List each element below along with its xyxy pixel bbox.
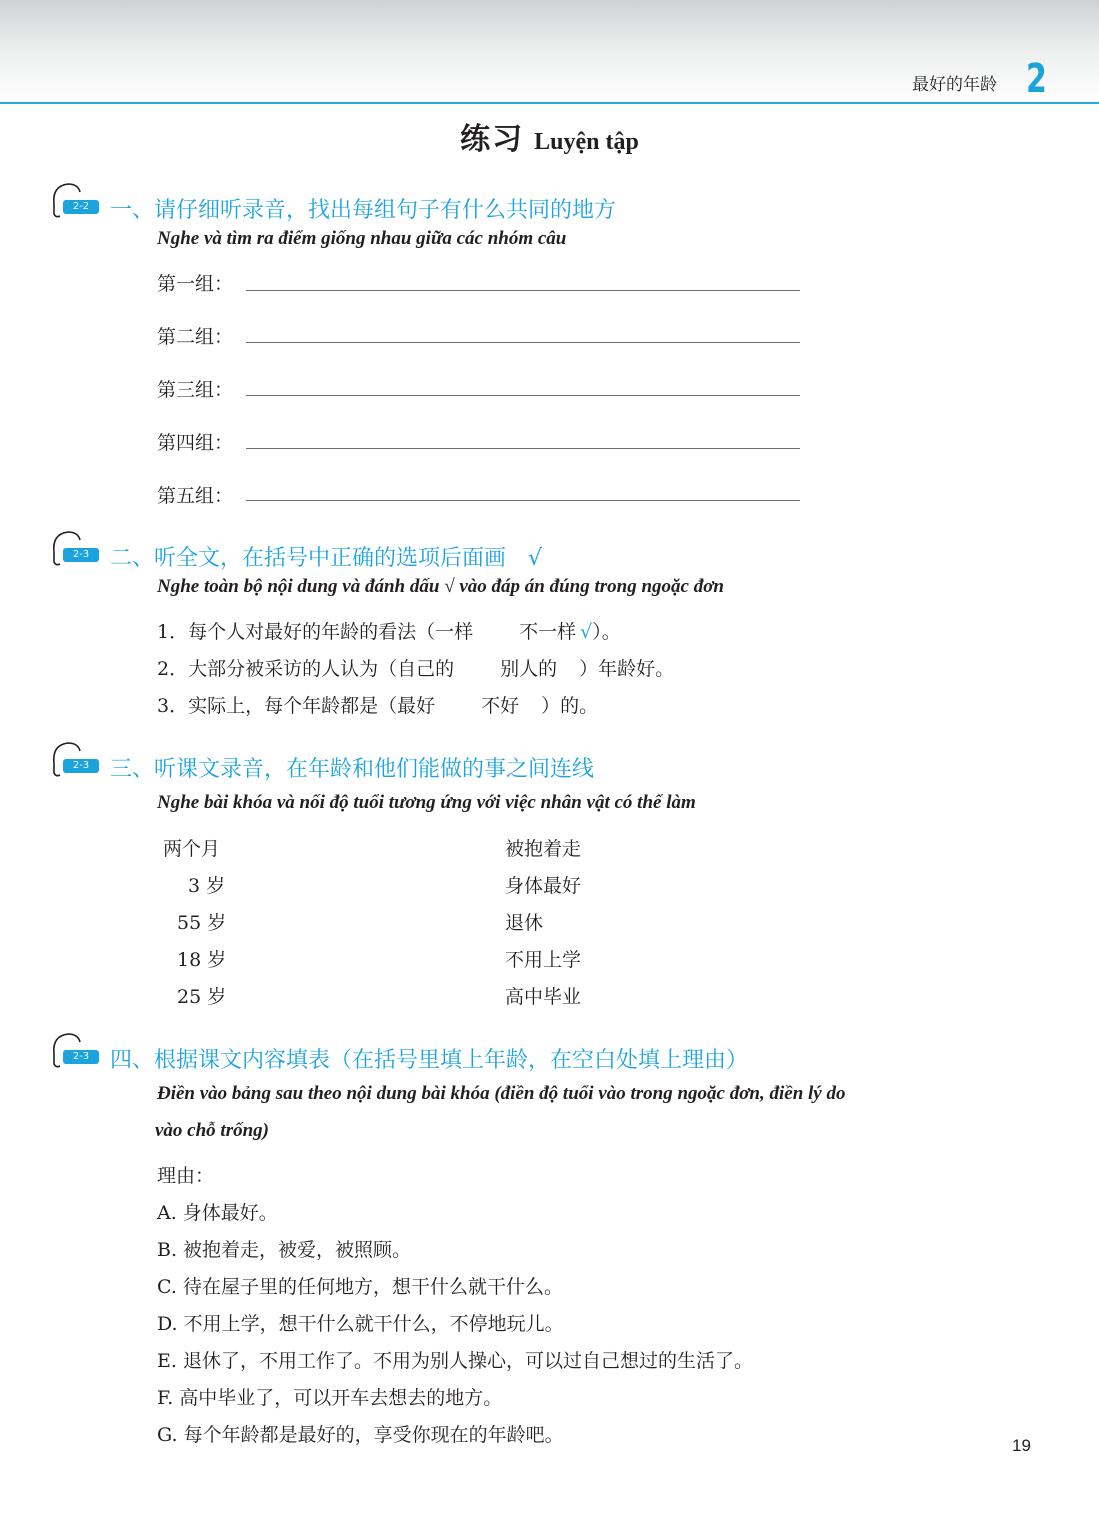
question-stem: 每个人对最好的年龄的看法（ [188, 621, 436, 643]
reason-item: F. 高中毕业了，可以开车去想去的地方。 [157, 1387, 503, 1409]
activity-item[interactable]: 被抱着走 [505, 838, 582, 860]
age-item[interactable]: 18 岁 [177, 949, 227, 971]
question-3 [157, 691, 598, 718]
section-1-subtitle: Nghe và tìm ra điểm giống nhau giữa các nhóm câu [157, 228, 567, 249]
section-2-title-text: 二、听全文，在括号中正确的选项后面画 [110, 546, 507, 571]
question-1 [157, 617, 621, 644]
audio-badge-2-2[interactable] [48, 180, 110, 220]
group-5-answer-line[interactable] [246, 500, 800, 501]
age-item[interactable]: 3 岁 [188, 875, 226, 897]
question-end: ）年龄好。 [579, 658, 675, 680]
question-number: 1． [157, 621, 189, 643]
audio-track-label: 2-2 [63, 200, 99, 214]
activity-item[interactable]: 不用上学 [505, 949, 582, 971]
section-4-title: 四、根据课文内容填表（在括号里填上年龄，在空白处填上理由） [110, 1048, 749, 1073]
reason-item: B. 被抱着走，被爱，被照顾。 [157, 1239, 412, 1261]
section-2-subtitle: Nghe toàn bộ nội dung và đánh dấu √ vào đáp án đúng trong ngoặc đơn [157, 576, 724, 597]
checkmark-symbol: √ [528, 546, 543, 571]
reason-item: A. 身体最好。 [157, 1202, 278, 1224]
reason-item: E. 退休了，不用工作了。不用为别人操心，可以过自己想过的生活了。 [157, 1350, 753, 1372]
reason-item: C. 待在屋子里的任何地方，想干什么就干什么。 [157, 1276, 563, 1298]
question-stem: 大部分被采访的人认为（ [188, 658, 398, 680]
question-2 [157, 654, 674, 681]
option-a[interactable]: 自己的 [397, 658, 455, 680]
age-item[interactable]: 25 岁 [177, 986, 227, 1008]
page-number: 19 [1012, 1436, 1031, 1455]
section-3-title: 三、听课文录音，在年龄和他们能做的事之间连线 [110, 757, 595, 782]
question-end: ）的。 [541, 695, 599, 717]
group-1-answer-line[interactable] [246, 290, 800, 291]
question-number: 2． [157, 658, 189, 680]
reasons-label: 理由： [157, 1165, 215, 1187]
group-3-answer-line[interactable] [246, 395, 800, 396]
header-rule [0, 102, 1099, 104]
page-heading [0, 114, 1099, 158]
section-1-title: 一、请仔细听录音，找出每组句子有什么共同的地方 [110, 198, 617, 223]
group-3-label: 第三组： [157, 379, 234, 401]
page-heading-vi: Luyện tập [534, 129, 639, 155]
option-b[interactable]: 别人的 [500, 658, 558, 680]
activity-item[interactable]: 退休 [505, 912, 544, 934]
answer-checkmark: √ [580, 621, 593, 643]
activity-item[interactable]: 高中毕业 [505, 986, 582, 1008]
audio-track-label: 2-3 [63, 548, 99, 562]
reason-item: G. 每个年龄都是最好的，享受你现在的年龄吧。 [157, 1424, 564, 1446]
audio-track-label: 2-3 [63, 759, 99, 773]
question-number: 3． [157, 695, 189, 717]
section-2-title [110, 541, 542, 572]
reason-item: D. 不用上学，想干什么就干什么，不停地玩儿。 [157, 1313, 564, 1335]
question-end: ）。 [592, 621, 621, 643]
audio-track-label: 2-3 [63, 1050, 99, 1064]
audio-badge-2-3[interactable] [48, 528, 110, 568]
page-heading-zh: 练习 [460, 122, 525, 157]
option-a[interactable]: 一样 [435, 621, 474, 643]
audio-badge-2-3[interactable] [48, 739, 110, 779]
section-4-subtitle-line-1: Điền vào bảng sau theo nội dung bài khóa (điền độ tuổi vào trong ngoặc đơn, điền lý do [157, 1083, 846, 1104]
group-4-label: 第四组： [157, 432, 234, 454]
group-5-label: 第五组： [157, 485, 234, 507]
age-item[interactable]: 两个月 [163, 838, 221, 860]
audio-badge-2-3[interactable] [48, 1030, 110, 1070]
group-4-answer-line[interactable] [246, 448, 800, 449]
option-b[interactable]: 不好 [481, 695, 520, 717]
section-4-subtitle-line-2: vào chỗ trống) [155, 1120, 269, 1141]
section-3-subtitle: Nghe bài khóa và nối độ tuổi tương ứng với việc nhân vật có thể làm [157, 792, 696, 813]
group-1-label: 第一组： [157, 273, 234, 295]
option-a[interactable]: 最好 [397, 695, 436, 717]
group-2-answer-line[interactable] [246, 342, 800, 343]
activity-item[interactable]: 身体最好 [505, 875, 582, 897]
chapter-title: 最好的年龄 [912, 75, 997, 95]
chapter-number: 2 [1026, 56, 1047, 102]
age-item[interactable]: 55 岁 [177, 912, 227, 934]
group-2-label: 第二组： [157, 326, 234, 348]
option-b[interactable]: 不一样 [519, 621, 577, 643]
question-stem: 实际上，每个年龄都是（ [188, 695, 398, 717]
